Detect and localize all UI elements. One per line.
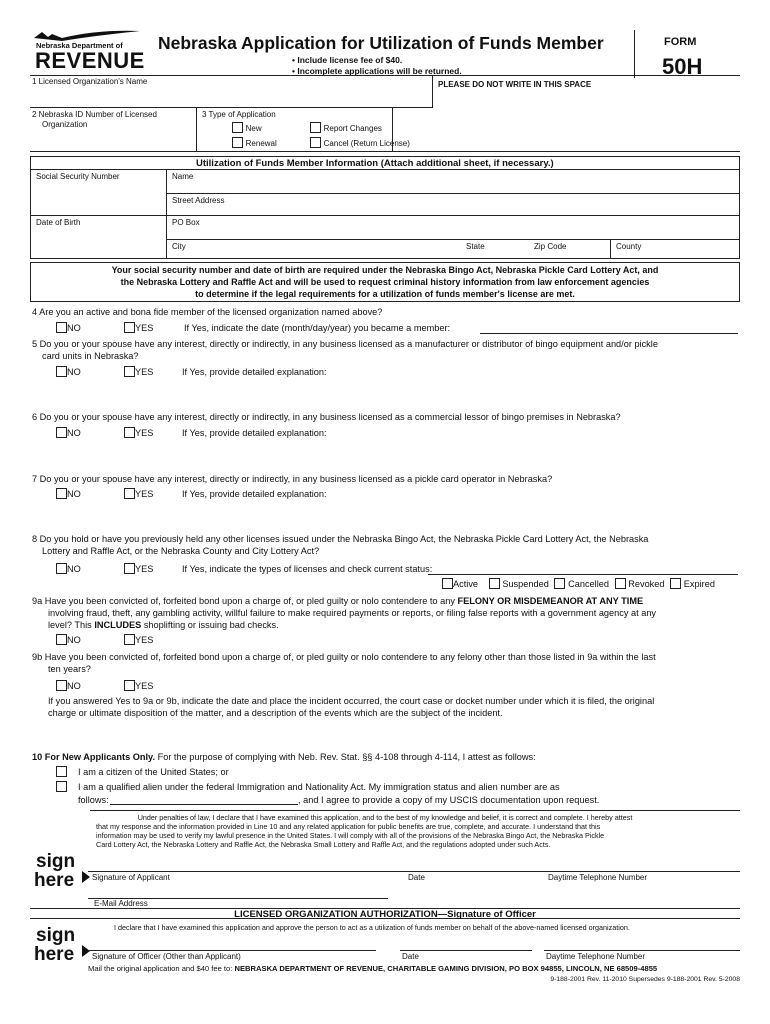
- q6-explanation-field[interactable]: [42, 442, 738, 470]
- form-number: 50H: [662, 54, 703, 79]
- q9a-yes-option[interactable]: [124, 634, 153, 646]
- divider: [30, 169, 740, 170]
- officer-phone-label: Daytime Telephone Number: [546, 952, 646, 961]
- sign-arrow-icon: [82, 945, 90, 957]
- cancel-option[interactable]: [310, 137, 410, 149]
- q7-yes-option[interactable]: [124, 488, 153, 500]
- member-heading: Utilization of Funds Member Information (Attach additional sheet, if necessary.): [196, 158, 554, 169]
- applicant-phone-label: Daytime Telephone Number: [548, 873, 648, 882]
- q6-no-option[interactable]: [56, 427, 81, 439]
- city-field[interactable]: [168, 250, 458, 258]
- org-name-field[interactable]: [32, 87, 430, 107]
- q9-explanation-field[interactable]: [48, 720, 738, 748]
- officer-signature-field[interactable]: [90, 932, 374, 950]
- q5-no-checkbox[interactable]: [56, 366, 67, 377]
- status-suspended[interactable]: [489, 578, 549, 590]
- renewal-checkbox[interactable]: [232, 137, 243, 148]
- question-7: 7 Do you or your spouse have any interest, directly or indirectly, in any business licensed as a pickle card operator in Nebraska?: [32, 474, 553, 484]
- divider: [30, 107, 432, 108]
- notice-line-3: to determine if the legal requirements for a utilization of funds member's license are met.: [195, 289, 575, 299]
- renewal-option[interactable]: [232, 137, 277, 149]
- question-9a: [32, 596, 643, 606]
- dob-label: Date of Birth: [36, 218, 81, 227]
- q9a-no-option[interactable]: [56, 634, 81, 646]
- status-revoked[interactable]: [615, 578, 665, 590]
- revenue-wordmark: REVENUE: [35, 48, 145, 73]
- divider: [166, 239, 740, 240]
- q6-yes-option[interactable]: [124, 427, 153, 439]
- mail-instructions: [88, 964, 657, 973]
- q8-followup: If Yes, indicate the types of licenses and check current status:: [182, 564, 433, 574]
- no-label: NO: [67, 489, 81, 499]
- q10-alien-checkbox[interactable]: [56, 781, 67, 792]
- question-9b-cont: ten years?: [48, 664, 91, 674]
- q5-yes-checkbox[interactable]: [124, 366, 135, 377]
- pobox-field[interactable]: [168, 228, 738, 238]
- yes-label: YES: [135, 564, 154, 574]
- status-label: Cancelled: [568, 579, 609, 589]
- q9a-emphasis: FELONY OR MISDEMEANOR AT ANY TIME: [457, 596, 644, 606]
- no-label: NO: [67, 635, 81, 645]
- divider: [400, 950, 532, 951]
- status-options: [442, 578, 715, 590]
- q4-yes-option[interactable]: [124, 322, 153, 334]
- office-use-label: PLEASE DO NOT WRITE IN THIS SPACE: [438, 80, 592, 89]
- q8-no-option[interactable]: [56, 563, 81, 575]
- sign-arrow-icon: [82, 871, 90, 883]
- status-expired-checkbox[interactable]: [670, 578, 681, 589]
- q10-citizen-label: I am a citizen of the United States; or: [78, 767, 229, 777]
- q5-explanation-field[interactable]: [42, 380, 738, 408]
- revision-note: 9-188-2001 Rev. 11-2010 Supersedes 9-188-2001 Rev. 5-2008: [550, 976, 740, 983]
- bullet-1: • Include license fee of $40.: [292, 55, 403, 65]
- officer-signature-label: Signature of Officer (Other than Applicant): [92, 952, 241, 961]
- q5-no-option[interactable]: [56, 366, 81, 378]
- status-suspended-checkbox[interactable]: [489, 578, 500, 589]
- authorization-heading: LICENSED ORGANIZATION AUTHORIZATION—Signature of Officer: [234, 909, 536, 920]
- form-label: FORM: [664, 36, 697, 48]
- email-label: E-Mail Address: [94, 899, 148, 908]
- bullet-2: • Incomplete applications will be returned.: [292, 66, 462, 76]
- email-field[interactable]: [90, 884, 390, 898]
- county-label: County: [616, 242, 642, 251]
- no-label: NO: [67, 428, 81, 438]
- question-5-cont: card units in Nebraska?: [42, 351, 139, 361]
- q4-date-field[interactable]: [480, 333, 738, 334]
- q8-yes-checkbox[interactable]: [124, 563, 135, 574]
- street-label: Street Address: [172, 196, 225, 205]
- ssn-field[interactable]: [32, 182, 164, 212]
- q9b-yes-option[interactable]: [124, 680, 153, 692]
- notice-line-1: Your social security number and date of birth are required under the Nebraska Bingo Act, Nebraska Pickle Card Lottery Act, and: [111, 265, 659, 275]
- q9-explain-line-2: charge or ultimate disposition of the matter, and a description of the events which are the subject of the incident.: [48, 708, 503, 718]
- nebraska-id-field[interactable]: [32, 130, 192, 148]
- status-label: Active: [453, 579, 479, 589]
- officer-date-label: Date: [402, 952, 419, 961]
- q4-yes-checkbox[interactable]: [124, 322, 135, 333]
- q10-heading: 10 For New Applicants Only.: [32, 752, 156, 762]
- question-8-cont: Lottery and Raffle Act, or the Nebraska County and City Lottery Act?: [42, 546, 320, 556]
- divider: [88, 871, 740, 872]
- no-label: NO: [67, 564, 81, 574]
- form-title: Nebraska Application for Utilization of Funds Member: [158, 33, 604, 53]
- status-label: Expired: [683, 579, 715, 589]
- q9a-text: level? This: [48, 620, 95, 630]
- applicant-date-label: Date: [408, 873, 425, 882]
- field-2-label: 2 Nebraska ID Number of Licensed: [32, 110, 157, 119]
- q9b-no-checkbox[interactable]: [56, 680, 67, 691]
- applicant-signature-field[interactable]: [90, 852, 390, 871]
- question-9a-line-2: involving fraud, theft, any gambling activity, willful failure to make required payments or reports, or filing false reports with a government agency at any: [48, 608, 657, 618]
- renewal-label: Renewal: [245, 139, 277, 148]
- divider: [432, 75, 433, 108]
- q4-no-checkbox[interactable]: [56, 322, 67, 333]
- divider: [88, 950, 376, 951]
- declaration-line-3: information may be used to verify my lawful presence in the United States. I will comply with all of the provisions of the Nebraska Bingo Act, the Nebraska Pickle: [96, 831, 605, 840]
- q7-explain: If Yes, provide detailed explanation:: [182, 489, 327, 499]
- yes-label: YES: [135, 367, 154, 377]
- field-3-label: 3 Type of Application: [202, 110, 276, 119]
- zip-label: Zip Code: [534, 242, 567, 251]
- status-label: Suspended: [502, 579, 549, 589]
- report-changes-checkbox[interactable]: [310, 122, 321, 133]
- status-label: Revoked: [628, 579, 665, 589]
- q10-follows-label: follows:: [78, 795, 109, 805]
- question-5: 5 Do you or your spouse have any interest, directly or indirectly, in any business licensed as a manufacturer or distributor of bingo equipment and/or pickle: [32, 339, 658, 349]
- divider: [610, 239, 611, 259]
- yes-label: YES: [135, 635, 154, 645]
- q10-alien-label: I am a qualified alien under the federal Immigration and Nationality Act. My immigration status and alien number are as: [78, 782, 560, 792]
- header-divider: [634, 30, 635, 78]
- q10-citizen-option[interactable]: [56, 766, 67, 778]
- question-9a-line-3: [48, 620, 279, 630]
- pobox-label: PO Box: [172, 218, 200, 227]
- field-2-label-cont: Organization: [42, 120, 88, 129]
- q5-explain: If Yes, provide detailed explanation:: [182, 367, 327, 377]
- q10-agree: , and I agree to provide a copy of my USCIS documentation upon request.: [298, 795, 600, 805]
- declaration-line-1: Under penalties of law, I declare that I have examined this application, and to the best of my knowledge and belief, it is correct and complete. I hereby attest: [137, 813, 633, 822]
- q9a-no-checkbox[interactable]: [56, 634, 67, 645]
- divider: [166, 193, 740, 194]
- question-4: 4 Are you an active and bona fide member of the licensed organization named above?: [32, 307, 383, 317]
- status-expired[interactable]: [670, 578, 715, 590]
- no-label: NO: [67, 323, 81, 333]
- state-label: State: [466, 242, 485, 251]
- new-checkbox[interactable]: [232, 122, 243, 133]
- status-cancelled-checkbox[interactable]: [554, 578, 565, 589]
- q4-no-option[interactable]: [56, 322, 81, 334]
- sign-here-1-here: here: [34, 870, 75, 891]
- q6-explain: If Yes, provide detailed explanation:: [182, 428, 327, 438]
- q9a-includes: INCLUDES: [94, 620, 142, 630]
- question-8: 8 Do you hold or have you previously held any other licenses issued under the Nebraska Bingo Act, the Nebraska Pickle Card Lottery Act, the Nebraska: [32, 534, 649, 544]
- declaration-line-2: that my response and the information provided in Line 10 and any related application for public benefits are true, complete, and accurate. I understand that this: [96, 822, 601, 831]
- sign-here-2-here: here: [34, 944, 75, 965]
- divider: [544, 950, 740, 951]
- cancel-label: Cancel (Return License): [323, 139, 410, 148]
- q8-yes-option[interactable]: [124, 563, 153, 575]
- divider: [392, 107, 393, 151]
- q9a-text: 9a Have you been convicted of, forfeited bond upon a charge of, or pled guilty or nolo contendere to any: [32, 596, 458, 606]
- q6-yes-checkbox[interactable]: [124, 427, 135, 438]
- status-cancelled[interactable]: [554, 578, 609, 590]
- new-option[interactable]: [232, 122, 262, 134]
- field-1-label: 1 Licensed Organization's Name: [32, 77, 148, 86]
- cancel-checkbox[interactable]: [310, 137, 321, 148]
- street-field[interactable]: [168, 205, 738, 215]
- no-label: NO: [67, 367, 81, 377]
- question-10: [32, 752, 536, 762]
- dob-field[interactable]: [32, 228, 164, 256]
- divider: [30, 215, 740, 216]
- yes-label: YES: [135, 489, 154, 499]
- yes-label: YES: [135, 323, 154, 333]
- q9a-text: shoplifting or issuing bad checks.: [141, 620, 279, 630]
- q5-yes-option[interactable]: [124, 366, 153, 378]
- q10-alien-option[interactable]: [56, 781, 67, 793]
- q6-no-checkbox[interactable]: [56, 427, 67, 438]
- notice-line-2: the Nebraska Lottery and Raffle Act and will be used to request criminal history information from law enforcement agencies: [120, 277, 650, 287]
- q4-followup: If Yes, indicate the date (month/day/year) you became a member:: [184, 323, 451, 333]
- report-changes-label: Report Changes: [323, 124, 382, 133]
- q9b-no-option[interactable]: [56, 680, 81, 692]
- mail-prefix: Mail the original application and $40 fee to:: [88, 964, 235, 973]
- divider: [90, 810, 740, 811]
- no-label: NO: [67, 681, 81, 691]
- status-active-checkbox[interactable]: [442, 578, 453, 589]
- mail-address: NEBRASKA DEPARTMENT OF REVENUE, CHARITABLE GAMING DIVISION, PO BOX 94855, LINCOLN, NE 68509-4855: [234, 964, 658, 973]
- header-rule: [30, 75, 740, 76]
- q7-no-option[interactable]: [56, 488, 81, 500]
- q9b-yes-checkbox[interactable]: [124, 680, 135, 691]
- sign-here-1-sign: sign: [36, 851, 76, 872]
- question-6: 6 Do you or your spouse have any interest, directly or indirectly, in any business licensed as a commercial lessor of bingo premises in Nebraska?: [32, 412, 621, 422]
- name-label: Name: [172, 172, 194, 181]
- new-label: New: [245, 124, 262, 133]
- declaration-line-4: Card Lottery Act, the Nebraska Lottery and Raffle Act, the Nebraska Small Lottery and Raffle Act, and the regulations adopted under such Acts.: [96, 840, 551, 849]
- authorization-text: I declare that I have examined this application and approve the person to act as a utilization of funds member on behalf of the above-named licensed organization.: [114, 923, 630, 932]
- divider: [30, 151, 740, 152]
- q8-no-checkbox[interactable]: [56, 563, 67, 574]
- divider: [166, 169, 167, 259]
- logo: [32, 28, 145, 74]
- q7-no-checkbox[interactable]: [56, 488, 67, 499]
- question-9b: 9b Have you been convicted of, forfeited bond upon a charge of, or pled guilty or nolo contendere to any felony other than those listed in 9a within the last: [32, 652, 656, 662]
- q7-explanation-field[interactable]: [42, 502, 738, 532]
- sign-here-2-sign: sign: [36, 925, 76, 946]
- q8-license-types-field[interactable]: [428, 574, 738, 575]
- name-field[interactable]: [168, 182, 738, 192]
- applicant-signature-label: Signature of Applicant: [92, 873, 170, 882]
- q10-text: For the purpose of complying with Neb. Rev. Stat. §§ 4-108 through 4-114, I attest as follows:: [155, 752, 536, 762]
- ssn-label: Social Security Number: [36, 172, 120, 181]
- status-revoked-checkbox[interactable]: [615, 578, 626, 589]
- city-label: City: [172, 242, 186, 251]
- dept-name: Nebraska Department of: [36, 41, 123, 50]
- yes-label: YES: [135, 681, 154, 691]
- q9-explain-line-1: If you answered Yes to 9a or 9b, indicate the date and place the incident occurred, the court case or docket number under which it is filed, the original: [48, 696, 655, 706]
- yes-label: YES: [135, 428, 154, 438]
- q10-citizen-checkbox[interactable]: [56, 766, 67, 777]
- q7-yes-checkbox[interactable]: [124, 488, 135, 499]
- divider: [196, 107, 197, 151]
- status-active[interactable]: [442, 578, 478, 590]
- q9a-yes-checkbox[interactable]: [124, 634, 135, 645]
- report-changes-option[interactable]: [310, 122, 382, 134]
- q10-immigration-field[interactable]: [110, 804, 298, 805]
